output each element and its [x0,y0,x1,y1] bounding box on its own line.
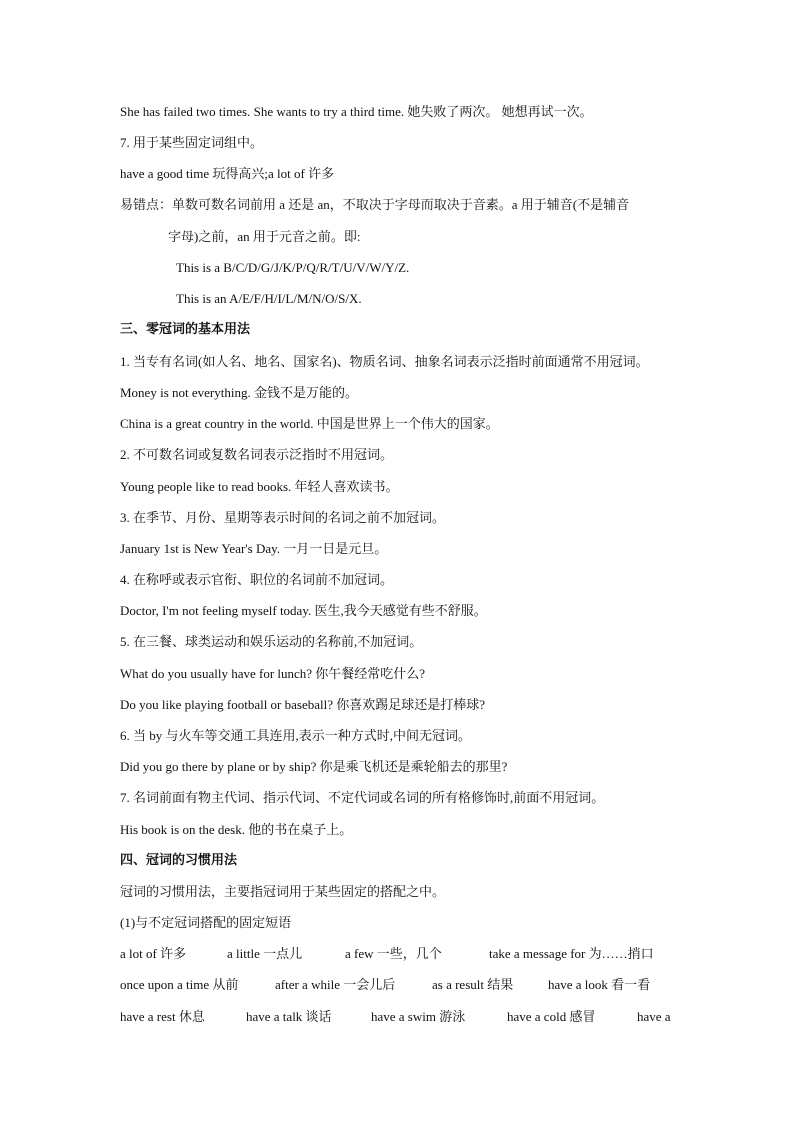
example-sentence: Did you go there by plane or by ship? 你是乘飞机还是乘轮船去的那里? [120,759,508,774]
example-sentence-a: This is a B/C/D/G/J/K/P/Q/R/T/U/V/W/Y/Z. [176,260,410,275]
rule-item-6: 6. 当 by 与火车等交通工具连用,表示一种方式时,中间无冠词。 [120,728,472,743]
common-error-note-continued: 字母)之前，an 用于元音之前。即: [168,229,361,244]
example-sentence: Do you like playing football or baseball? 你喜欢踢足球还是打棒球? [120,697,486,712]
rule-item-4: 4. 在称呼或表示官衔、职位的名词前不加冠词。 [120,572,394,587]
example-sentence: China is a great country in the world. 中国是世界上一个伟大的国家。 [120,416,499,431]
phrase-item: once upon a time 从前 [120,977,239,992]
example-sentence: She has failed two times. She wants to try a third time. 她失败了两次。 她想再试一次。 [120,104,593,119]
subheading-indefinite-article-phrases: (1)与不定冠词搭配的固定短语 [120,915,292,930]
phrase-item: have a [637,1009,671,1024]
rule-item-1: 1. 当专有名词(如人名、地名、国家名)、物质名词、抽象名词表示泛指时前面通常不用冠词。 [120,354,649,369]
phrase-item: have a talk 谈话 [246,1009,332,1024]
phrase-item: as a result 结果 [432,977,514,992]
phrase-item: have a look 看一看 [548,977,651,992]
rule-item-5: 5. 在三餐、球类运动和娱乐运动的名称前,不加冠词。 [120,634,423,649]
phrase-item: after a while 一会儿后 [275,977,396,992]
example-sentence: His book is on the desk. 他的书在桌子上。 [120,822,353,837]
example-sentence: January 1st is New Year's Day. 一月一日是元旦。 [120,541,388,556]
example-phrase: have a good time 玩得高兴;a lot of 许多 [120,166,335,181]
example-sentence: Money is not everything. 金钱不是万能的。 [120,385,358,400]
phrase-item: have a rest 休息 [120,1009,205,1024]
phrase-item: a little 一点儿 [227,946,303,961]
phrase-item: a few 一些，几个 [345,946,442,961]
example-sentence-an: This is an A/E/F/H/I/L/M/N/O/S/X. [176,291,362,306]
rule-item-2: 2. 不可数名词或复数名词表示泛指时不用冠词。 [120,447,394,462]
phrase-item: take a message for 为……捎口 [489,946,654,961]
rule-item-7: 7. 用于某些固定词组中。 [120,135,264,150]
paragraph-intro: 冠词的习惯用法，主要指冠词用于某些固定的搭配之中。 [120,884,446,899]
example-sentence: Young people like to read books. 年轻人喜欢读书。 [120,479,399,494]
phrase-item: have a swim 游泳 [371,1009,466,1024]
section-heading-zero-article: 三、零冠词的基本用法 [120,322,251,337]
section-heading-habitual-usage: 四、冠词的习惯用法 [120,853,238,868]
rule-item-7: 7. 名词前面有物主代词、指示代词、不定代词或名词的所有格修饰时,前面不用冠词。 [120,790,605,805]
phrase-item: a lot of 许多 [120,946,187,961]
example-sentence: Doctor, I'm not feeling myself today. 医生,我今天感觉有些不舒服。 [120,603,487,618]
common-error-note: 易错点：单数可数名词前用 a 还是 an，不取决于字母而取决于音素。a 用于辅音(不是辅音 [120,197,630,212]
rule-item-3: 3. 在季节、月份、星期等表示时间的名词之前不加冠词。 [120,510,446,525]
example-sentence: What do you usually have for lunch? 你午餐经常吃什么? [120,666,426,681]
phrase-item: have a cold 感冒 [507,1009,596,1024]
